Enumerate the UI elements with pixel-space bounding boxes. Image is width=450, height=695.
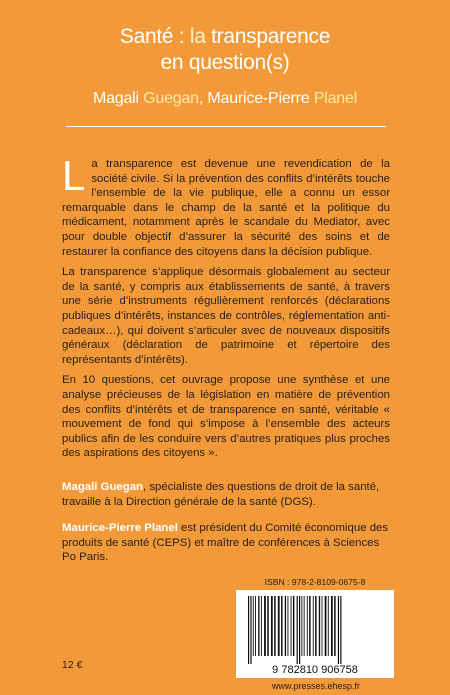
barcode-digits: 9 782810 906758 [272,664,358,676]
title-line-2: en question(s) [160,51,290,74]
barcode-bar [255,596,256,656]
author-bio-1: Magali Guegan, spécialiste des questions de droit de la santé, travaille à la Direction générale de la santé (DGS). [62,481,380,508]
barcode-bar [274,596,276,656]
blurb-paragraph-1: La transparence est devenue une revendication de la société civile. Si la prévention des conflits d’intérêts touche l’ensemble de la vie publique, elle a connu un essor remarquable dans le champ de la santé et la politique du médicament, notamment après le scandale du Mediator, avec pour double objectif d’assurer la sécurité des soins et de restaurer la confiance des citoyens dans la décision publique. [62,152,390,258]
barcode-bar [293,596,295,656]
barcode-bar [325,596,327,656]
barcode-bar [278,596,280,656]
barcode-bar [322,596,323,656]
barcode-bar [271,596,273,656]
barcode-bar [250,596,251,664]
barcode-bar [328,596,329,656]
barcode-bar [288,596,289,656]
title-line-1: Santé : la transparence [119,25,331,48]
barcode-bar [248,596,249,664]
barcode-bar [301,596,302,656]
barcode-bar [304,596,305,656]
barcode-bar [309,596,311,656]
barcode-bar [315,596,317,656]
barcode-bar [285,596,286,656]
book-authors: Magali Guegan, Maurice-Pierre Planel [92,90,358,107]
drop-cap: L [62,152,86,199]
blurb-paragraph-3: En 10 questions, cet ouvrage propose une synthèse et une analyse précieuses de la législation en matière de prévention des conflits d’intérêts et de transparence en santé, véritable « mouvement de fond qui s’impose à l’ensemble des acteurs publics afin de les conduire vers d’autres pratiques plus proches des aspirations des citoyens ». [62,374,390,460]
barcode-bar [261,596,262,656]
title-divider [66,126,386,127]
barcode-bar [264,596,266,656]
barcode-graphic [236,590,394,678]
author-bio-name: Magali Guegan [62,481,144,493]
book-title [0,24,450,76]
barcode-bar [297,596,298,664]
barcode-bar [319,596,320,656]
price: 12 € [62,659,83,671]
barcode-bar [331,596,333,656]
blurb [62,152,390,467]
barcode-bar [267,596,269,656]
barcode-bar [299,596,300,664]
author-bio-2: Maurice-Pierre Planel est président du Comité économique des produits de santé (CEPS) et maître de conférences à Sciences Po Paris. [62,522,389,564]
author-bio-name: Maurice-Pierre Planel [62,522,178,534]
barcode-bar [340,596,341,664]
barcode [236,590,394,678]
barcode-bar [258,596,259,656]
barcode-bar [338,596,339,664]
barcode-bar [281,596,283,656]
barcode-bar [253,596,254,656]
barcode-bar [291,596,292,656]
blurb-paragraph-2: La transparence s’applique désormais globalement au secteur de la santé, y compris aux établissements de santé, à travers une série d’instruments régulièrement renforcés (déclarations publiques d’intérêts, instances de contrôles, réglementation anti-cadeaux…), qui doivent s’articuler avec de nouveaux dispositifs généraux (déclaration de patrimoine et répertoire des représentants d’intérêts). [62,266,390,366]
publisher-website: www.presses.ehesp.fr [271,681,361,691]
barcode-bar [334,596,336,656]
barcode-bar [313,596,314,656]
barcode-bar [307,596,308,656]
isbn-label: ISBN : 978-2-8109-0675-8 [264,577,366,587]
